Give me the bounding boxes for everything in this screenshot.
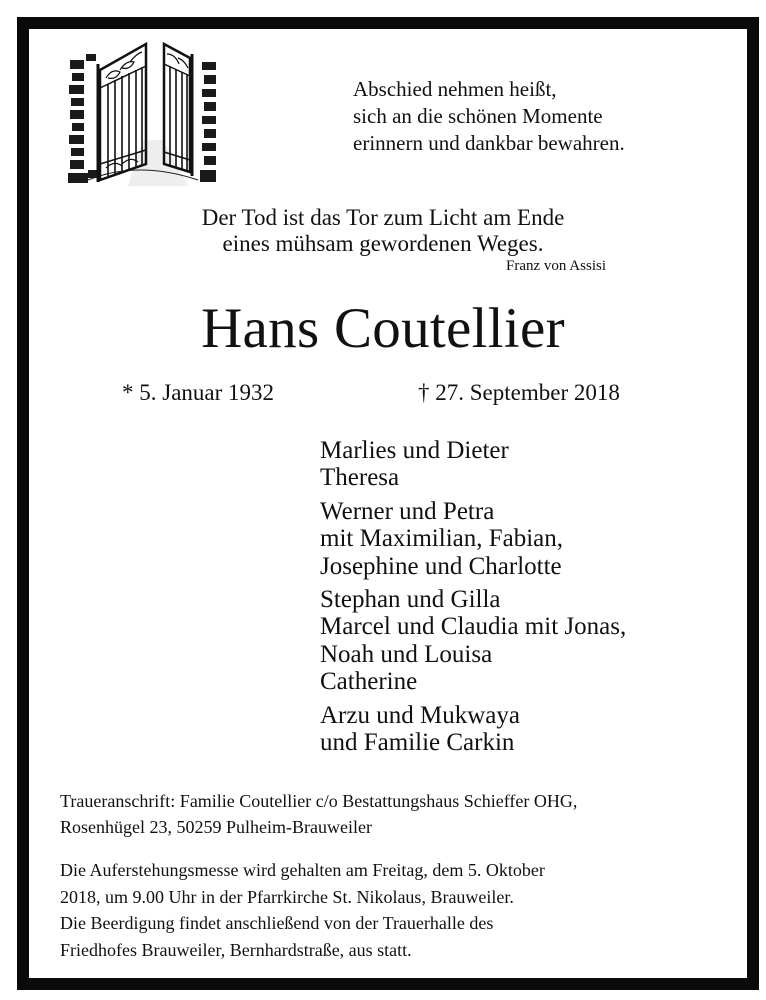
mourner-line: Noah und Louisa xyxy=(320,640,493,668)
mourner-group xyxy=(320,702,720,757)
service-line: Die Beerdigung findet anschließend von der Trauerhalle des xyxy=(60,913,494,934)
mourner-line: Josephine und Charlotte xyxy=(320,552,562,580)
mourner-line: Catherine xyxy=(320,668,418,696)
mourner-group xyxy=(320,586,720,696)
mourner-line: und Familie Carkin xyxy=(320,729,515,757)
service-info xyxy=(60,857,720,964)
mourner-group xyxy=(320,437,720,492)
service-line: Friedhofes Brauweiler, Bernhardstraße, aus statt. xyxy=(60,940,412,961)
service-line: Die Auferstehungsmesse wird gehalten am Freitag, dem 5. Oktober xyxy=(60,860,545,880)
mourning-address xyxy=(60,788,720,840)
mourner-line: Marcel und Claudia mit Jonas, xyxy=(320,613,627,641)
mourner-line: Arzu und Mukwaya xyxy=(320,701,520,729)
farewell-quote-line: erinnern und dankbar bewahren. xyxy=(353,131,625,155)
farewell-quote-line: sich an die schönen Momente xyxy=(353,104,603,128)
farewell-quote-line: Abschied nehmen heißt, xyxy=(353,77,557,101)
birth-date: * 5. Januar 1932 xyxy=(122,380,275,405)
address-line: Traueranschrift: Familie Coutellier c/o Bestattungshaus Schieffer OHG, xyxy=(60,791,578,811)
mourner-line: Theresa xyxy=(320,464,400,492)
quote-author: Franz von Assisi xyxy=(505,258,606,274)
main-quote-line: Der Tod ist das Tor zum Licht am Ende xyxy=(201,205,565,230)
mourner-line: Stephan und Gilla xyxy=(320,586,501,614)
main-quote-line: eines mühsam gewordenen Weges. xyxy=(222,231,544,256)
main-quote xyxy=(100,205,666,257)
mourner-line: Marlies und Dieter xyxy=(320,437,509,464)
deceased-name: Hans Coutellier xyxy=(201,297,565,360)
address-line: Rosenhügel 23, 50259 Pulheim-Brauweiler xyxy=(60,817,372,837)
mourner-group xyxy=(320,498,720,580)
mourner-line: mit Maximilian, Fabian, xyxy=(320,525,564,553)
mourners-list xyxy=(320,437,720,762)
death-date: † 27. September 2018 xyxy=(418,380,620,405)
mourner-line: Werner und Petra xyxy=(320,497,495,525)
service-line: 2018, um 9.00 Uhr in der Pfarrkirche St. Nikolaus, Brauweiler. xyxy=(60,886,514,907)
open-gate-illustration xyxy=(68,40,218,186)
farewell-quote xyxy=(353,76,713,157)
